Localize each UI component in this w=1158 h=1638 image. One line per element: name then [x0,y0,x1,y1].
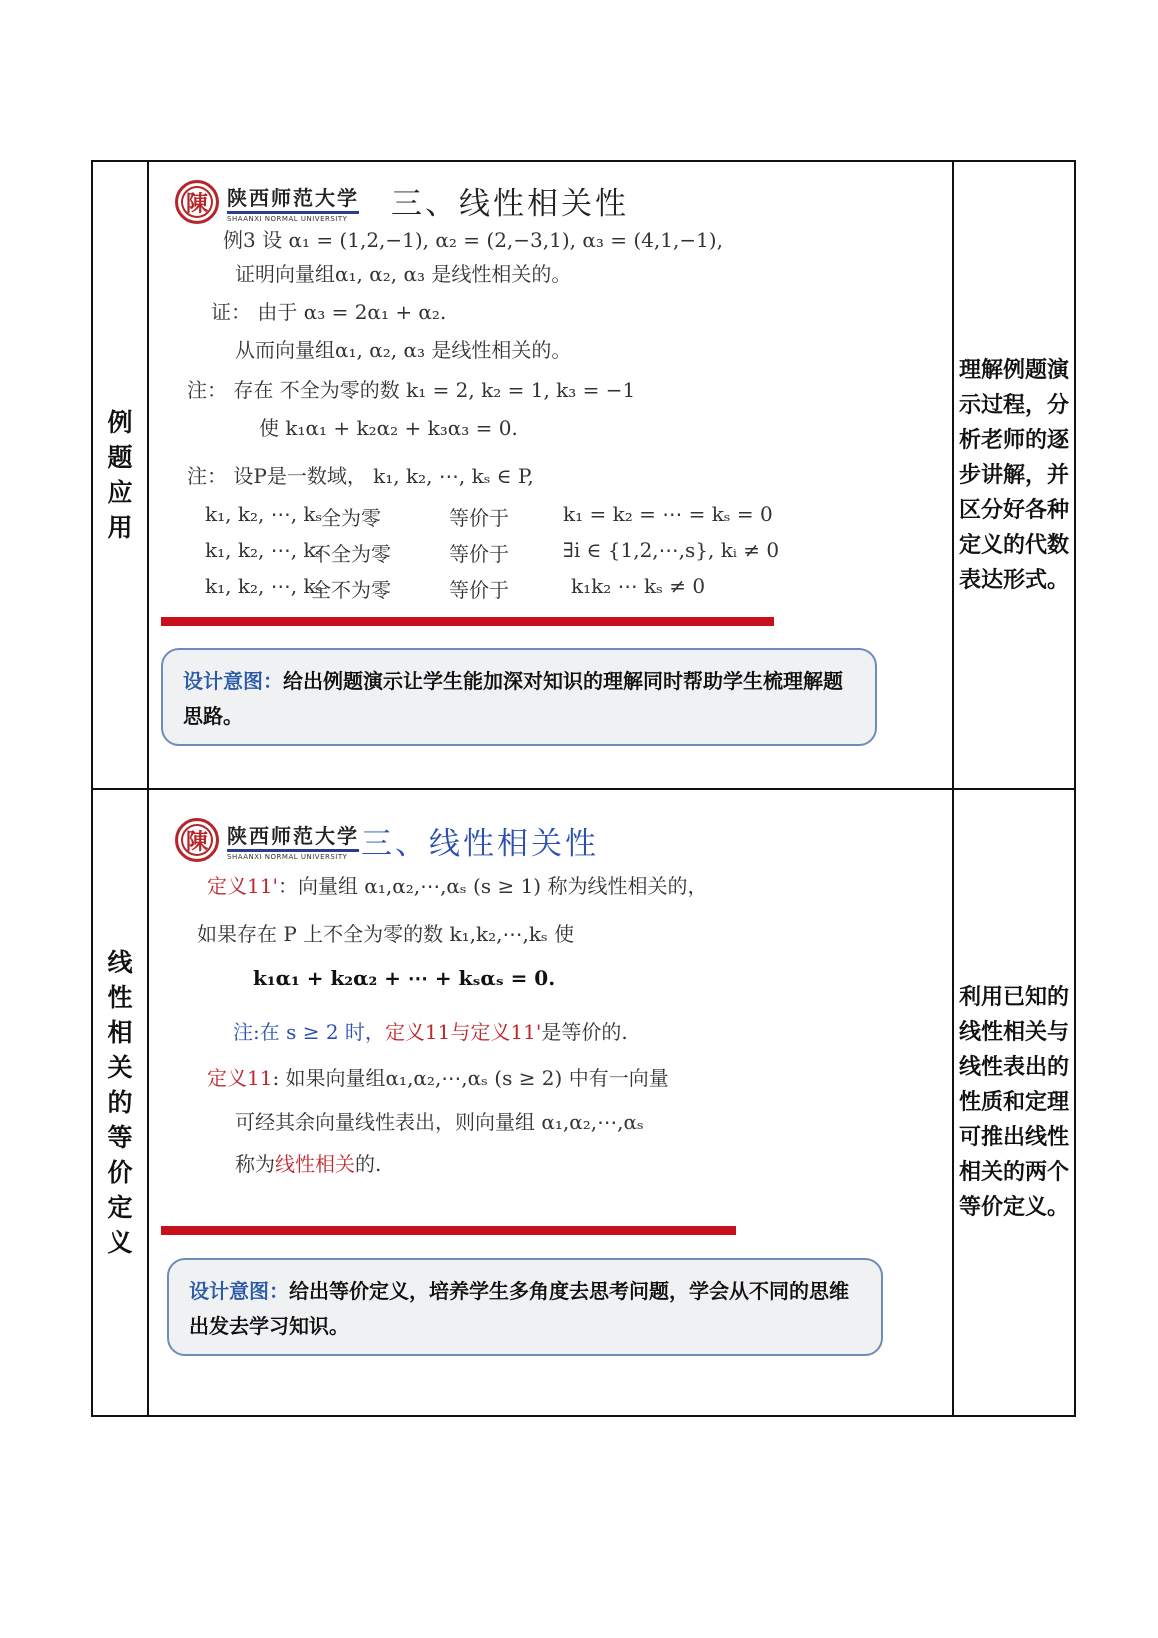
design-intent-box [161,648,877,746]
text: 称为 [235,1152,275,1176]
table-cell: 全不为零 [311,578,391,602]
design-intent-box [167,1258,883,1356]
definition-11 [207,1062,669,1091]
slide-example [149,162,952,788]
highlight-text: 线性相关 [275,1152,355,1176]
student-activity-cell [953,789,1075,1416]
label-char: 定 [107,1193,133,1222]
design-intent-label: 设计意图： [189,1279,289,1303]
university-logo [175,818,359,862]
row-label [93,945,147,1260]
conclusion-line: 从而向量组α₁, α₂, α₃ 是线性相关的。 [235,338,572,362]
university-seal-icon: 陳 [175,180,219,224]
note-text: 在 s ≥ 2 时， [259,1020,385,1044]
label-char: 线 [107,948,133,977]
red-divider [161,617,774,626]
equation-line: k₁α₁ + k₂α₂ + ⋯ + kₛαₛ = 0. [253,966,556,990]
example-task: 证明向量组α₁, α₂, α₃ 是线性相关的。 [235,262,572,286]
text: 的. [355,1152,382,1176]
label-char: 例 [107,408,133,437]
note-key: 注: [233,1020,260,1044]
lesson-table [91,160,1076,1417]
definition-line: 可经其余向量线性表出，则向量组 α₁,α₂,⋯,αₛ [235,1110,644,1134]
university-name: 陕西师范大学 [227,185,359,210]
label-char: 用 [107,513,133,542]
note-line-2: 注： 设P是一数域， k₁, k₂, ⋯, kₛ ∈ P, [187,464,534,488]
university-name: 陕西师范大学 [227,823,359,848]
row-label-cell [92,789,148,1416]
design-intent-text: 给出例题演示让学生能加深对知识的理解同时帮助学生梳理解题思路。 [183,669,843,728]
row-label-cell [92,161,148,789]
table-cell: k₁, k₂, ⋯, kₛ [205,538,323,562]
label-char: 等 [107,1123,133,1152]
table-row [92,789,1075,1416]
slide-title: 三、线性相关性 [391,186,629,222]
slide-title: 三、线性相关性 [361,826,599,862]
table-cell: 等价于 [449,578,509,602]
label-char: 题 [107,443,133,472]
table-cell: 全为零 [321,506,381,530]
design-intent-text: 给出等价定义，培养学生多角度去思考问题，学会从不同的思维出发去学习知识。 [189,1279,849,1338]
university-name-en: SHAANXI NORMAL UNIVERSITY [227,211,359,223]
slide-definition [149,790,952,1415]
table-cell: ∃i ∈ {1,2,⋯,s}, kᵢ ≠ 0 [563,538,780,562]
university-seal-icon: 陳 [175,818,219,862]
university-name-en: SHAANXI NORMAL UNIVERSITY [227,849,359,861]
definition-key: 定义11' [207,874,278,898]
table-cell: k₁ = k₂ = ⋯ = kₛ = 0 [563,502,773,526]
slide-cell [148,161,953,789]
student-activity-text: 利用已知的线性相关与线性表出的性质和定理可推出线性相关的两个等价定义。 [958,985,1069,1220]
red-divider [161,1226,736,1235]
definition-line [235,1148,381,1177]
label-char: 的 [107,1088,133,1117]
design-intent-label: 设计意图： [183,669,283,693]
university-logo [175,180,359,224]
row-label [93,405,147,545]
student-activity-cell [953,161,1075,789]
note-line: 注： 存在 不全为零的数 k₁ = 2, k₂ = 1, k₃ = −1 [187,378,636,402]
student-activity-text: 理解例题演示过程，分析老师的逐步讲解，并区分好各种定义的代数表达形式。 [958,357,1069,593]
table-cell: 等价于 [449,542,509,566]
definition-11-prime [207,870,707,899]
equation-line: 使 k₁α₁ + k₂α₂ + k₃α₃ = 0. [259,416,518,440]
note-highlight: 定义11与定义11' [384,1020,542,1044]
table-cell: k₁k₂ ⋯ kₛ ≠ 0 [571,574,706,598]
table-cell: k₁, k₂, ⋯, kₛ [205,502,323,526]
label-char: 价 [107,1158,133,1187]
label-char: 义 [107,1228,133,1257]
proof-line: 证： 由于 α₃ = 2α₁ + α₂. [211,300,447,324]
note-text: 是等价的. [541,1020,628,1044]
definition-text: : 如果向量组α₁,α₂,⋯,αₛ (s ≥ 2) 中有一向量 [272,1066,669,1090]
label-char: 应 [107,478,133,507]
note-line [233,1016,628,1045]
definition-line: 如果存在 P 上不全为零的数 k₁,k₂,⋯,kₛ 使 [197,922,575,946]
table-cell: 不全为零 [311,542,391,566]
label-char: 性 [107,983,133,1012]
table-cell: k₁, k₂, ⋯, kₛ [205,574,323,598]
label-char: 关 [107,1053,133,1082]
example-statement: 例3 设 α₁ = (1,2,−1), α₂ = (2,−3,1), α₃ = (4,1,−1), [223,228,723,252]
table-cell: 等价于 [449,506,509,530]
definition-key: 定义11 [207,1066,273,1090]
label-char: 相 [107,1018,133,1047]
slide-cell [148,789,953,1416]
table-row [92,161,1075,789]
definition-text: ：向量组 α₁,α₂,⋯,αₛ (s ≥ 1) 称为线性相关的， [277,874,708,898]
